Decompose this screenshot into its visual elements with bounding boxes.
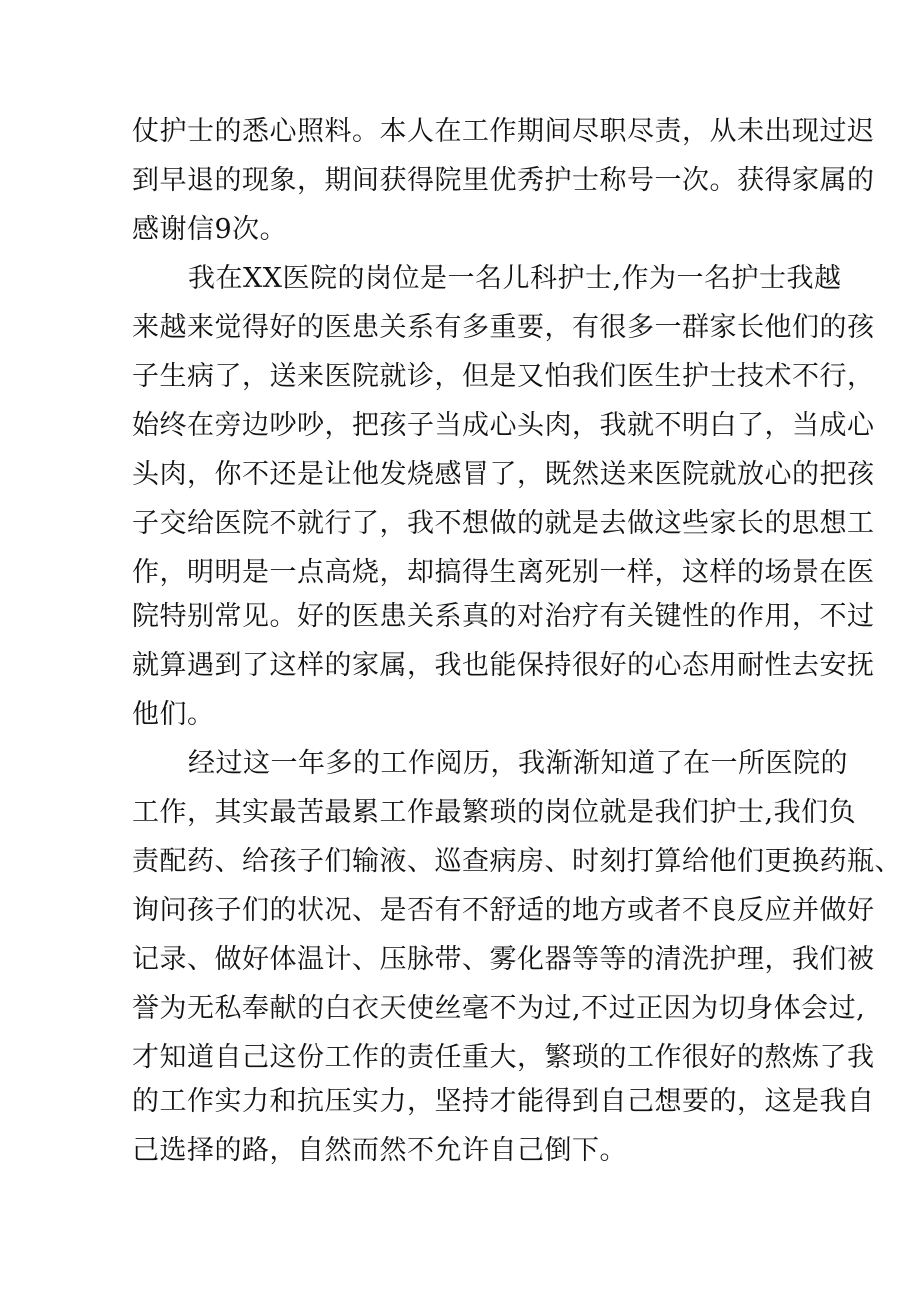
text-line: 来越来觉得好的医患关系有多重要，有很多一群家长他们的孩: [132, 312, 875, 343]
text-line: 头肉，你不还是让他发烧感冒了，既然送来医院就放心的把孩: [132, 459, 875, 490]
text-line: 的工作实力和抗压实力，坚持才能得到自己想要的，这是我自: [132, 1086, 875, 1117]
text-line: 记录、做好体温计、压脉带、雾化器等等的清洗护理，我们被: [132, 944, 875, 975]
text-line: 己选择的路，自然而然不允许自己倒下。: [132, 1135, 627, 1166]
text-line: 院特别常见。好的医患关系真的对治疗有关键性的作用，不过: [132, 601, 875, 632]
text-line: 始终在旁边吵吵，把孩子当成心头肉，我就不明白了，当成心: [132, 410, 875, 441]
text-line: 子交给医院不就行了，我不想做的就是去做这些家长的思想工: [132, 508, 875, 539]
text-line: 仗护士的悉心照料。本人在工作期间尽职尽责，从未出现过迟: [132, 116, 875, 147]
text-line: 就算遇到了这样的家属，我也能保持很好的心态用耐性去安抚: [132, 650, 875, 681]
text-line: 责配药、给孩子们输液、巡查病房、时刻打算给他们更换药瓶、: [132, 846, 902, 877]
text-line: 子生病了，送来医院就诊，但是又怕我们医生护士技术不行，: [132, 361, 875, 392]
text-line: 询问孩子们的状况、是否有不舒适的地方或者不良反应并做好: [132, 895, 875, 926]
text-line: 感谢信9次。: [132, 214, 288, 245]
text-line: 他们。: [132, 699, 215, 730]
paragraph-first-line: 经过这一年多的工作阅历，我渐渐知道了在一所医院的: [188, 748, 848, 779]
text-line: 才知道自己这份工作的责任重大，繁琐的工作很好的熬炼了我: [132, 1042, 875, 1073]
text-line: 作，明明是一点高烧，却搞得生离死别一样，这样的场景在医: [132, 557, 875, 588]
paragraph-first-line: 我在XX医院的岗位是一名儿科护士,作为一名护士我越: [188, 263, 842, 294]
text-line: 工作，其实最苦最累工作最繁琐的岗位就是我们护士,我们负: [132, 797, 857, 828]
text-line: 誉为无私奉献的白衣天使丝毫不为过,不过正因为切身体会过,: [132, 993, 866, 1024]
text-line: 到早退的现象，期间获得院里优秀护士称号一次。获得家属的: [132, 165, 875, 196]
